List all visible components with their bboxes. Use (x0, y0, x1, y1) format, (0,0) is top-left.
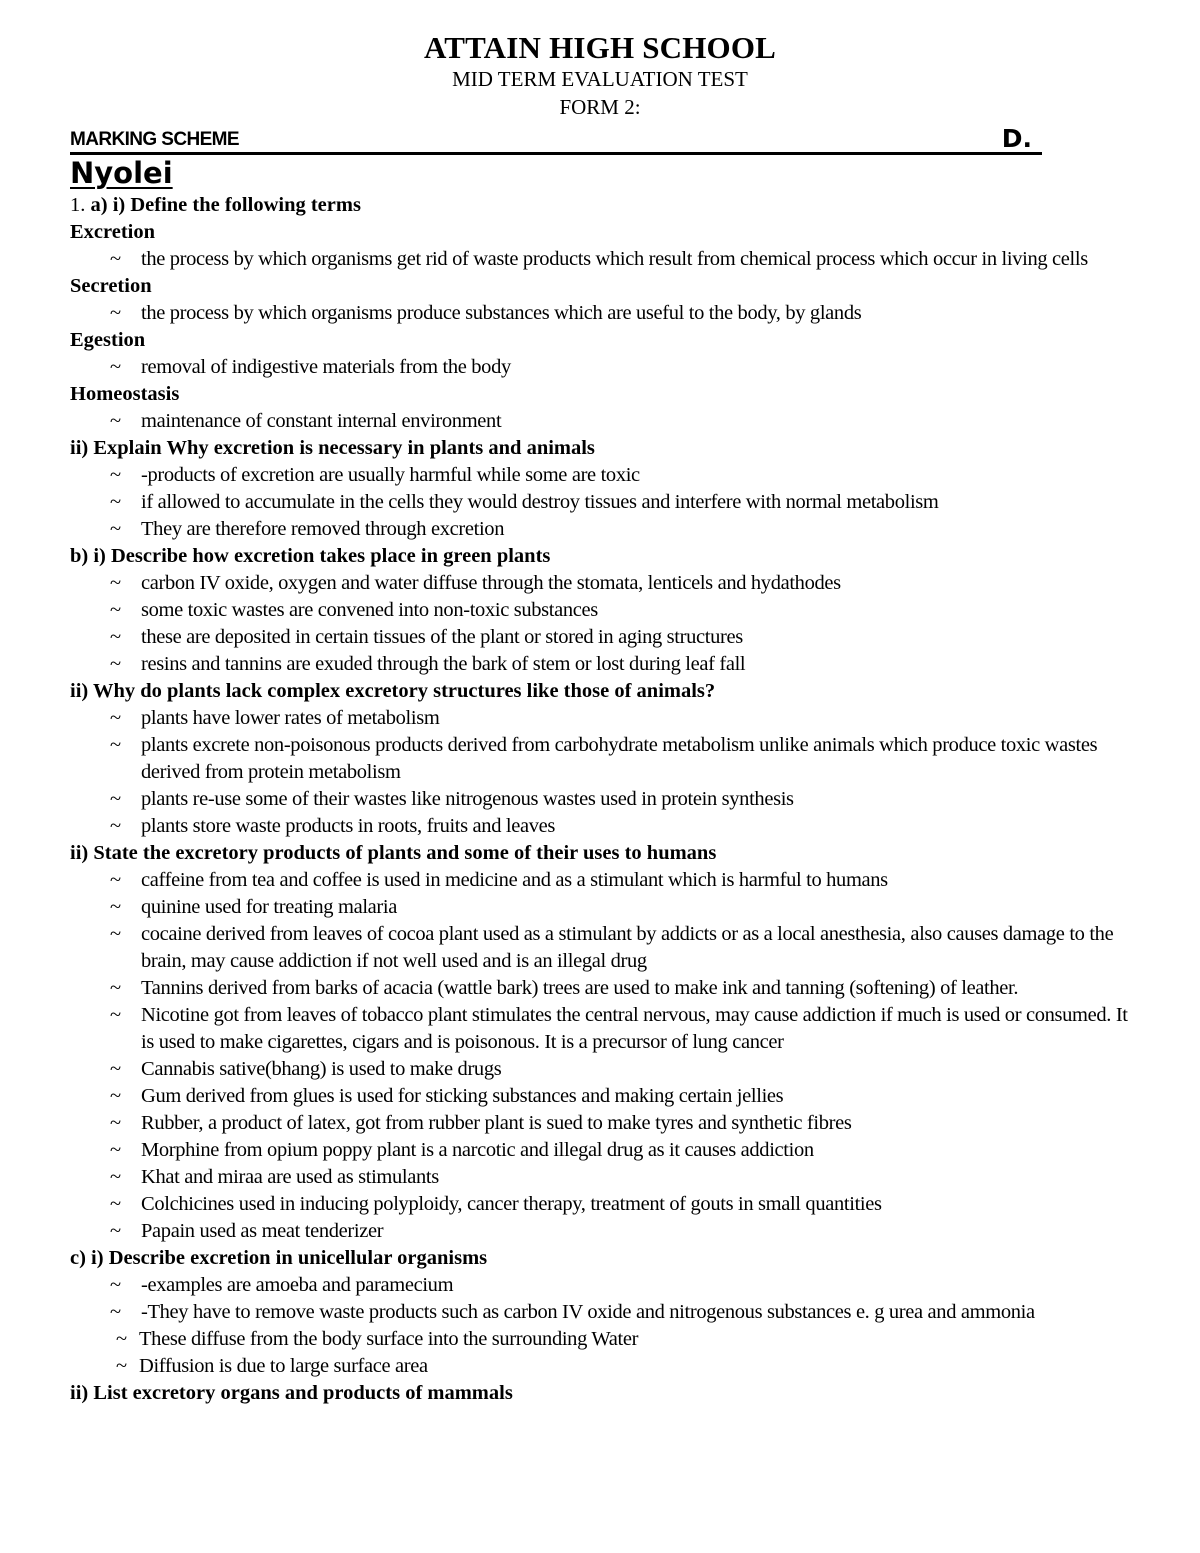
answer-text: carbon IV oxide, oxygen and water diffuse through the stomata, lenticels and hydathodes (141, 572, 841, 594)
answer-item (70, 813, 1132, 840)
question-heading-bii: ii) Why do plants lack complex excretory structures like those of animals? (70, 680, 716, 702)
tilde-bullet-icon: ~ (110, 977, 121, 999)
answer-text: plants re-use some of their wastes like nitrogenous wastes used in protein synthesis (141, 788, 794, 810)
answer-list (70, 354, 1132, 381)
answer-text: -products of excretion are usually harmful while some are toxic (141, 464, 640, 486)
form-level: FORM 2: (559, 95, 641, 119)
answer-text: Cannabis sative(bhang) is used to make drugs (141, 1058, 502, 1080)
tilde-bullet-icon: ~ (116, 1355, 127, 1377)
tilde-bullet-icon: ~ (110, 923, 121, 945)
tilde-bullet-icon: ~ (110, 707, 121, 729)
answer-list (70, 1272, 1132, 1326)
answer-list (70, 705, 1132, 840)
answer-item (70, 921, 1132, 975)
tilde-bullet-icon: ~ (110, 491, 121, 513)
answer-item (70, 462, 1132, 489)
term-heading: Excretion (70, 221, 156, 243)
answer-list (70, 300, 1132, 327)
tilde-bullet-icon: ~ (110, 302, 121, 324)
answer-text: cocaine derived from leaves of cocoa plant used as a stimulant by addicts or as a local anesthesia, also causes damage to the brain, may cause addiction if not well used and is an illegal drug (141, 923, 1114, 972)
question-heading-biii: ii) State the excretory products of plants and some of their uses to humans (70, 842, 717, 864)
term-heading: Homeostasis (70, 383, 180, 405)
answer-item (70, 1137, 1132, 1164)
tilde-bullet-icon: ~ (110, 1058, 121, 1080)
tilde-bullet-icon: ~ (110, 572, 121, 594)
answer-text: Khat and miraa are used as stimulants (141, 1166, 439, 1188)
answer-item (70, 1218, 1132, 1245)
answer-text: plants have lower rates of metabolism (141, 707, 440, 729)
answer-item (70, 1056, 1132, 1083)
exam-title: MID TERM EVALUATION TEST (452, 67, 748, 91)
question-heading-cii: ii) List excretory organs and products of mammals (70, 1382, 513, 1404)
answer-text: Gum derived from glues is used for sticking substances and making certain jellies (141, 1085, 784, 1107)
answer-list (70, 570, 1132, 678)
answer-item (70, 786, 1132, 813)
answer-text: the process by which organisms produce substances which are useful to the body, by glands (141, 302, 862, 324)
answer-item (70, 894, 1132, 921)
answer-text: removal of indigestive materials from the body (141, 356, 511, 378)
tilde-bullet-icon: ~ (110, 599, 121, 621)
answer-text: some toxic wastes are convened into non-toxic substances (141, 599, 598, 621)
answer-text: plants excrete non-poisonous products derived from carbohydrate metabolism unlike animals which produce toxic wastes derived from protein metabolism (141, 734, 1098, 783)
question-heading-ci: c) i) Describe excretion in unicellular organisms (70, 1247, 488, 1269)
marking-scheme-label: MARKING SCHEME (70, 129, 239, 150)
answer-text: They are therefore removed through excretion (141, 518, 505, 540)
marking-scheme-content (70, 192, 1132, 1407)
answer-text: Rubber, a product of latex, got from rubber plant is sued to make tyres and synthetic fibres (141, 1112, 852, 1134)
answer-item (70, 1326, 1132, 1353)
answer-list (70, 462, 1132, 543)
answer-list (70, 246, 1132, 273)
answer-item (70, 1272, 1132, 1299)
teacher-surname: Nyolei (70, 156, 173, 190)
answer-item (70, 354, 1132, 381)
answer-text: Morphine from opium poppy plant is a narcotic and illegal drug as it causes addiction (141, 1139, 814, 1161)
answer-item (70, 246, 1132, 273)
tilde-bullet-icon: ~ (110, 869, 121, 891)
term-heading: Secretion (70, 275, 152, 297)
answer-item (70, 1164, 1132, 1191)
answer-text: Tannins derived from barks of acacia (wattle bark) trees are used to make ink and tanning (softening) of leather. (141, 977, 1019, 999)
tilde-bullet-icon: ~ (110, 1301, 121, 1323)
tilde-bullet-icon: ~ (110, 815, 121, 837)
answer-item (70, 597, 1132, 624)
tilde-bullet-icon: ~ (110, 1139, 121, 1161)
tilde-bullet-icon: ~ (110, 1085, 121, 1107)
answer-item (70, 1110, 1132, 1137)
tilde-bullet-icon: ~ (110, 626, 121, 648)
tilde-bullet-icon: ~ (110, 1004, 121, 1026)
tilde-bullet-icon: ~ (110, 896, 121, 918)
answer-text: resins and tannins are exuded through the bark of stem or lost during leaf fall (141, 653, 746, 675)
answer-item (70, 732, 1132, 786)
question-heading-aii: ii) Explain Why excretion is necessary in plants and animals (70, 437, 595, 459)
answer-item (70, 624, 1132, 651)
answer-text: the process by which organisms get rid of waste products which result from chemical process which occur in living cells (141, 248, 1088, 270)
answer-item (70, 489, 1132, 516)
answer-item (70, 570, 1132, 597)
tilde-bullet-icon: ~ (110, 1166, 121, 1188)
answer-item (70, 300, 1132, 327)
answer-text: Papain used as meat tenderizer (141, 1220, 384, 1242)
tilde-bullet-icon: ~ (110, 734, 121, 756)
answer-text: Colchicines used in inducing polyploidy, cancer therapy, treatment of gouts in small quantities (141, 1193, 882, 1215)
teacher-initial: D. (1001, 124, 1032, 153)
answer-text: caffeine from tea and coffee is used in medicine and as a stimulant which is harmful to humans (141, 869, 888, 891)
answer-item (70, 516, 1132, 543)
answer-text: maintenance of constant internal environment (141, 410, 502, 432)
question-number: 1. (70, 194, 86, 216)
answer-item (70, 408, 1132, 435)
answer-text: quinine used for treating malaria (141, 896, 397, 918)
tilde-bullet-icon: ~ (110, 1274, 121, 1296)
tilde-bullet-icon: ~ (110, 464, 121, 486)
answer-item (70, 1002, 1132, 1056)
tilde-bullet-icon: ~ (110, 788, 121, 810)
tilde-bullet-icon: ~ (110, 518, 121, 540)
answer-item (70, 651, 1132, 678)
tilde-bullet-icon: ~ (110, 356, 121, 378)
question-title: a) i) Define the following terms (90, 194, 361, 216)
answer-list (70, 408, 1132, 435)
answer-text: -examples are amoeba and paramecium (141, 1274, 454, 1296)
answer-item (70, 705, 1132, 732)
tilde-bullet-icon: ~ (116, 1328, 127, 1350)
question-1-heading (70, 192, 1132, 219)
answer-list-shifted (70, 1326, 1132, 1380)
answer-list (70, 867, 1132, 1245)
tilde-bullet-icon: ~ (110, 1220, 121, 1242)
question-heading-bi: b) i) Describe how excretion takes place in green plants (70, 545, 551, 567)
answer-text: these are deposited in certain tissues of the plant or stored in aging structures (141, 626, 743, 648)
answer-item (70, 1083, 1132, 1110)
answer-item (70, 1299, 1132, 1326)
tilde-bullet-icon: ~ (110, 1112, 121, 1134)
answer-item (70, 1191, 1132, 1218)
tilde-bullet-icon: ~ (110, 410, 121, 432)
answer-text: if allowed to accumulate in the cells they would destroy tissues and interfere with normal metabolism (141, 491, 939, 513)
answer-item (70, 975, 1132, 1002)
answer-text: plants store waste products in roots, fruits and leaves (141, 815, 556, 837)
answer-text: -They have to remove waste products such as carbon IV oxide and nitrogenous substances e. g urea and ammonia (141, 1301, 1035, 1323)
marking-scheme-row (70, 124, 1042, 155)
answer-item (70, 1353, 1132, 1380)
answer-text: These diffuse from the body surface into the surrounding Water (139, 1328, 639, 1350)
answer-item (70, 867, 1132, 894)
answer-text: Nicotine got from leaves of tobacco plant stimulates the central nervous, may cause addiction if much is used or consumed. It is used to make cigarettes, cigars and is poisonous. It is a precursor of lung cancer (141, 1004, 1128, 1053)
school-name: ATTAIN HIGH SCHOOL (423, 30, 777, 65)
answer-text: Diffusion is due to large surface area (139, 1355, 428, 1377)
tilde-bullet-icon: ~ (110, 1193, 121, 1215)
tilde-bullet-icon: ~ (110, 248, 121, 270)
tilde-bullet-icon: ~ (110, 653, 121, 675)
term-heading: Egestion (70, 329, 146, 351)
